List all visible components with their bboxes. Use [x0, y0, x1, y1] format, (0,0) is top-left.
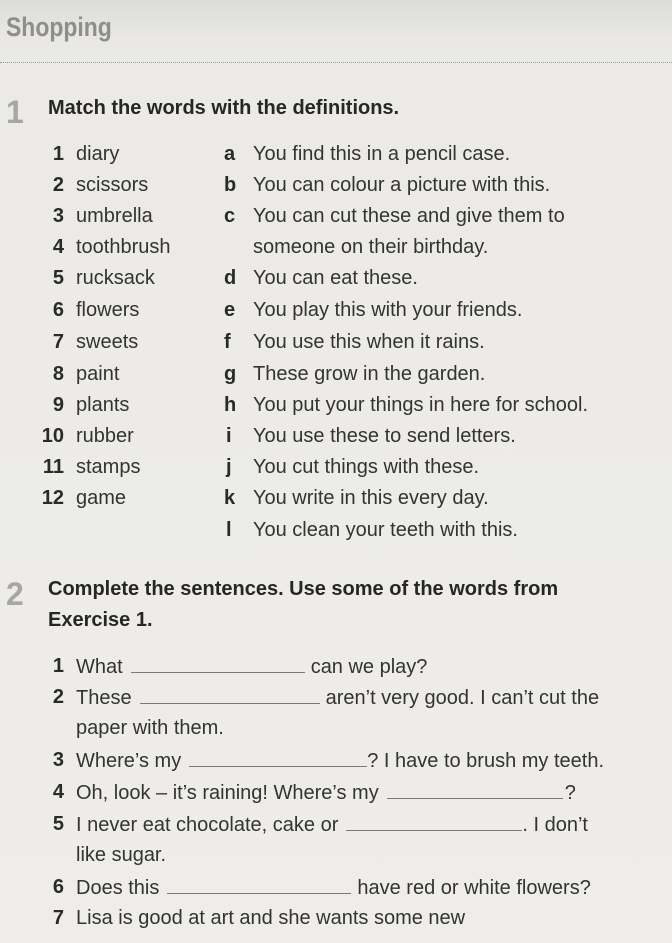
- sentence-number: 1: [52, 655, 64, 677]
- word-number: 1: [52, 143, 64, 165]
- word-text: toothbrush: [76, 236, 171, 258]
- word-number: 12: [41, 487, 64, 509]
- word-number: 10: [41, 425, 64, 447]
- answer-blank[interactable]: [387, 782, 563, 799]
- exercise-2-number: 2: [6, 576, 24, 612]
- word-number: 6: [52, 299, 64, 321]
- sentence-number: 5: [52, 813, 64, 835]
- word-number: 5: [52, 267, 64, 289]
- definition-letter: l: [226, 519, 232, 541]
- definition-text: You find this in a pencil case.: [253, 143, 511, 165]
- sentence-text: like sugar.: [76, 844, 167, 866]
- sentence-text: Oh, look – it’s raining! Where’s my ?: [76, 782, 576, 804]
- exercise-1-number: 1: [6, 94, 24, 130]
- sentence-number: 2: [52, 686, 64, 708]
- sentence-number: 4: [52, 781, 64, 803]
- exercise-1-instruction: Match the words with the definitions.: [48, 97, 400, 119]
- sentence-text: paper with them.: [76, 717, 224, 739]
- sentence-text: What can we play?: [76, 656, 428, 678]
- definition-text: You can colour a picture with this.: [253, 174, 551, 196]
- word-number: 11: [42, 456, 64, 478]
- answer-blank[interactable]: [189, 750, 367, 767]
- word-number: 2: [52, 174, 64, 196]
- word-text: game: [76, 487, 127, 509]
- word-number: 7: [52, 331, 64, 353]
- definition-letter: d: [224, 267, 237, 289]
- sentence-text: I never eat chocolate, cake or . I don’t: [76, 814, 588, 836]
- definition-text: These grow in the garden.: [253, 363, 486, 385]
- definition-text: You can cut these and give them to: [253, 205, 565, 227]
- definition-letter: i: [226, 425, 232, 447]
- word-text: rubber: [76, 425, 134, 447]
- definition-text: You write in this every day.: [253, 487, 489, 509]
- definition-letter: a: [224, 143, 236, 165]
- sentence-text: These aren’t very good. I can’t cut the: [76, 687, 600, 709]
- definition-letter: f: [224, 331, 231, 353]
- sentence-number: 6: [52, 876, 64, 898]
- word-text: umbrella: [76, 205, 153, 227]
- definition-text: You use these to send letters.: [253, 425, 516, 447]
- word-text: scissors: [76, 174, 149, 196]
- answer-blank[interactable]: [140, 687, 320, 704]
- instruction-line-1: Complete the sentences. Use some of the words from: [48, 578, 559, 600]
- word-number: 3: [52, 205, 64, 227]
- sentence-text: Lisa is good at art and she wants some new: [76, 907, 466, 929]
- definition-text: You clean your teeth with this.: [253, 519, 518, 541]
- sentence-number: 7: [52, 907, 64, 929]
- definition-text: someone on their birthday.: [253, 236, 489, 258]
- definition-text: You can eat these.: [253, 267, 418, 289]
- word-text: flowers: [76, 299, 140, 321]
- word-number: 8: [52, 363, 64, 385]
- definition-text: You use this when it rains.: [253, 331, 485, 353]
- answer-blank[interactable]: [167, 877, 351, 894]
- answer-blank[interactable]: [131, 656, 305, 673]
- word-number: 9: [52, 394, 64, 416]
- definition-letter: h: [224, 394, 237, 416]
- heading-divider: [0, 62, 672, 63]
- word-text: paint: [76, 363, 120, 385]
- word-number: 4: [52, 236, 64, 258]
- definition-text: You cut things with these.: [253, 456, 480, 478]
- definition-letter: k: [224, 487, 236, 509]
- word-text: diary: [76, 143, 120, 165]
- sentence-text: Where’s my ? I have to brush my teeth.: [76, 750, 605, 772]
- definition-letter: c: [224, 205, 236, 227]
- word-text: sweets: [76, 331, 139, 353]
- definition-letter: b: [224, 174, 237, 196]
- word-text: rucksack: [76, 267, 155, 289]
- sentence-number: 3: [52, 749, 64, 771]
- word-text: stamps: [76, 456, 141, 478]
- definition-letter: e: [224, 299, 236, 321]
- page-heading: Shopping: [6, 12, 112, 42]
- definition-letter: j: [226, 456, 232, 478]
- definition-text: You play this with your friends.: [253, 299, 523, 321]
- sentence-text: Does this have red or white flowers?: [76, 877, 591, 899]
- definition-letter: g: [224, 363, 237, 385]
- exercise-2-instruction: [48, 574, 648, 636]
- answer-blank[interactable]: [346, 814, 522, 831]
- word-text: plants: [76, 394, 130, 416]
- instruction-line-2: Exercise 1.: [48, 609, 153, 631]
- definition-text: You put your things in here for school.: [253, 394, 589, 416]
